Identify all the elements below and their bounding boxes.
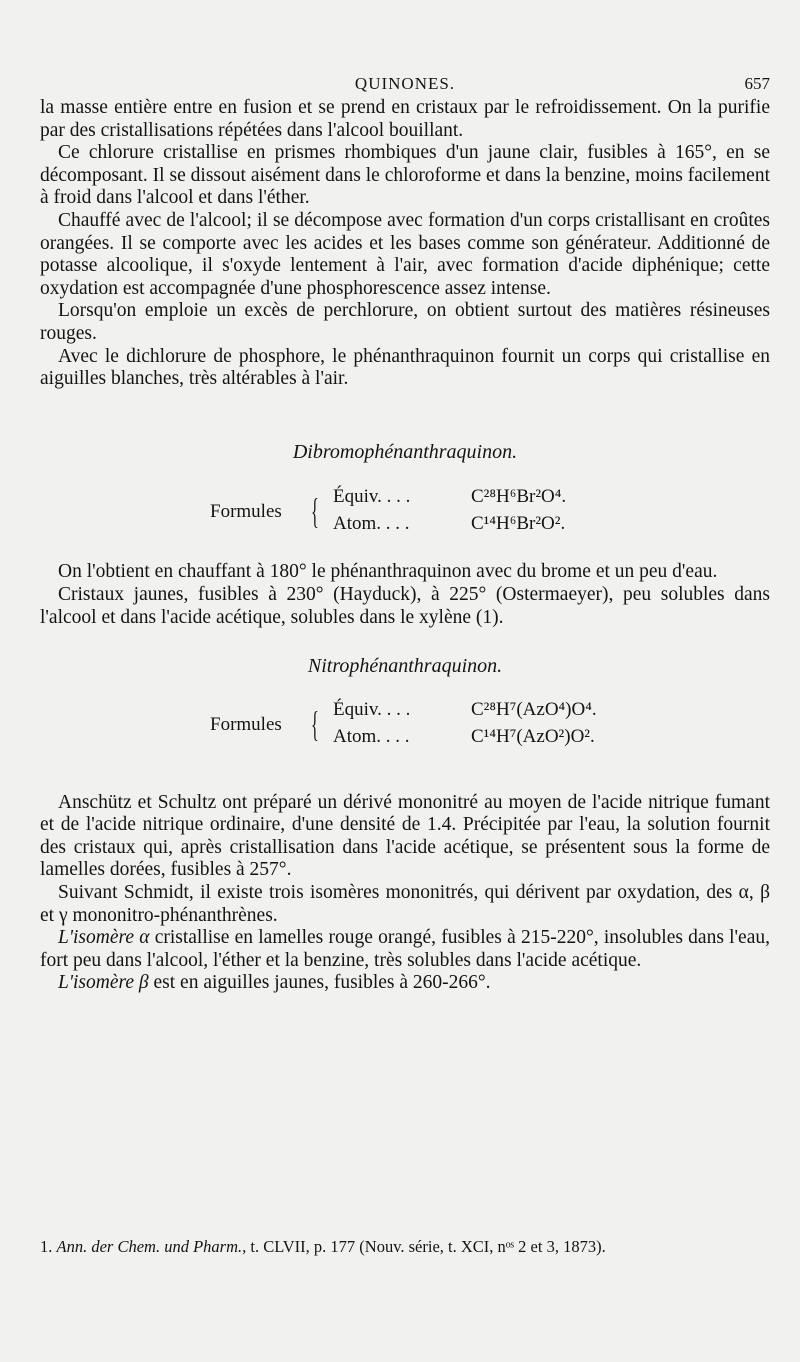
formula-value: C¹⁴H⁶Br²O². — [471, 513, 566, 535]
isomer-text: est en aiguilles jaunes, fusibles à 260-266°. — [148, 972, 491, 994]
paragraph: Ce chlorure cristallise en prismes rhombiques d'un jaune clair, fusibles à 165°, en se décomposant. Il se dissout aisément dans le chloroforme et dans la benzine, moins facilement à froid dans l'alcool et dans l'éther. — [40, 142, 770, 209]
formula-value: C²⁸H⁷(AzO⁴)O⁴. — [471, 698, 597, 720]
isomer-label: L'isomère α — [58, 927, 150, 949]
formula-value: C¹⁴H⁷(AzO²)O². — [471, 725, 595, 747]
formula-key: Équiv. . . . — [333, 698, 411, 720]
paragraph: Avec le dichlorure de phosphore, le phénanthraquinon fournit un corps qui cristallise en aiguilles blanches, très altérables à l'air. — [40, 345, 770, 390]
formula-block — [40, 696, 770, 756]
formula-label: Formules — [210, 713, 282, 735]
isomer-text: cristallise en lamelles rouge orangé, fusibles à 215-220°, insolubles dans l'eau, fort peu dans l'alcool, l'éther et la benzine, très solubles dans l'acide acétique. — [40, 927, 770, 971]
page-header — [40, 74, 770, 98]
formula-value: C²⁸H⁶Br²O⁴. — [471, 486, 567, 508]
formula-row-equiv — [333, 699, 597, 722]
formula-row-equiv — [333, 486, 566, 509]
section-heading: Dibromophénanthraquinon. — [292, 440, 518, 463]
isomer-label: L'isomère β — [58, 972, 149, 994]
paragraph: la masse entière entre en fusion et se prend en cristaux par le refroidissement. On la purifie par des cristallisations répétées dans l'alcool bouillant. — [40, 97, 770, 141]
paragraph: Suivant Schmidt, il existe trois isomères mononitrés, qui dérivent par oxydation, des α, β et γ mononitro-phénanthrènes. — [40, 882, 770, 926]
footnote-text: t. CLVII, p. 177 (Nouv. série, t. XCI, nᵒˢ 2 et 3, 1873). — [246, 1237, 606, 1256]
footnote-number: 1. — [40, 1237, 53, 1256]
paragraph: Cristaux jaunes, fusibles à 230° (Hayduck), à 225° (Ostermaeyer), peu solubles dans l'alcool et dans l'acide acétique, solubles dans le xylène (1). — [40, 583, 770, 628]
paragraph — [40, 927, 770, 972]
paragraph: Lorsqu'on emploie un excès de perchlorure, on obtient surtout des matières résineuses rouges. — [40, 300, 770, 344]
paragraph — [40, 972, 770, 995]
formula-key: Atom. . . . — [333, 513, 410, 535]
formula-row-atom — [333, 726, 595, 749]
page-body — [40, 97, 770, 995]
section-heading: Nitrophénanthraquinon. — [307, 655, 503, 678]
paragraph: On l'obtient en chauffant à 180° le phénanthraquinon avec du brome et un peu d'eau. — [58, 561, 718, 583]
footnote — [40, 1237, 770, 1257]
formula-row-atom — [333, 513, 565, 536]
brace-symbol: { — [311, 491, 319, 532]
paragraph: Chauffé avec de l'alcool; il se décompose avec formation d'un corps cristallisant en croûtes orangées. Il se comporte avec les acides et les bases comme son générateur. Additionné de potasse alcoolique, il s'oxyde lentement à l'air, avec formation d'acide diphénique; cette oxydation est accompagnée d'une phosphorescence assez intense. — [40, 209, 770, 299]
brace-symbol: { — [311, 703, 319, 744]
running-title: QUINONES. — [354, 74, 456, 93]
footnote-journal: Ann. der Chem. und Pharm., — [56, 1237, 247, 1256]
page-number: 657 — [744, 74, 770, 93]
paragraph: Anschütz et Schultz ont préparé un dérivé mononitré au moyen de l'acide nitrique fumant et de l'acide nitrique ordinaire, d'une densité de 1.4. Précipitée par l'eau, la solution fournit des cristaux qui, après cristallisation dans l'acide acétique, se présentent sous la forme de lamelles dorées, fusibles à 257°. — [40, 791, 770, 881]
formula-key: Atom. . . . — [333, 725, 410, 747]
formula-block — [40, 483, 770, 543]
formula-key: Équiv. . . . — [333, 486, 411, 508]
formula-label: Formules — [210, 501, 282, 523]
